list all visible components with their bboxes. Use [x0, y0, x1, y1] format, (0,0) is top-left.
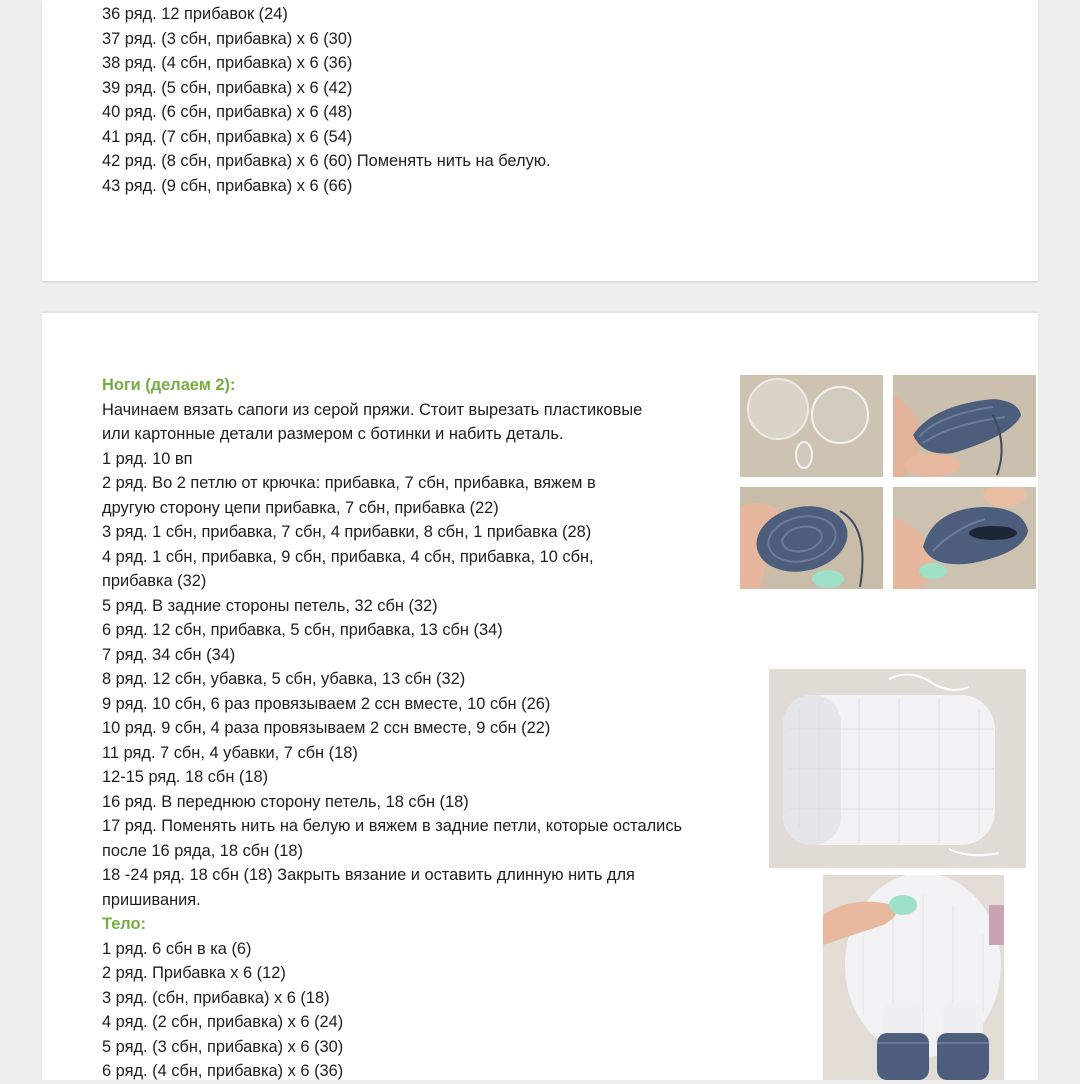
text-line: 39 ряд. (5 сбн, прибавка) х 6 (42): [102, 78, 353, 97]
photo-white-body: [769, 669, 1026, 868]
text-line: 8 ряд. 12 сбн, убавка, 5 сбн, убавка, 13 сбн (32): [102, 670, 466, 688]
photo-boot-side: [893, 375, 1036, 477]
text-line: 3 ряд. 1 сбн, прибавка, 7 сбн, 4 прибавки, 8 сбн, 1 прибавка (28): [102, 523, 592, 541]
legs-heading: Ноги (делаем 2):: [102, 376, 236, 394]
document-page-2: [42, 313, 1038, 1080]
photo-boot-opening: [893, 487, 1036, 589]
text-line: Начинаем вязать сапоги из серой пряжи. Стоит вырезать пластиковые: [102, 400, 643, 419]
photo-plastic-templates: [740, 375, 883, 477]
text-line: пришивания.: [102, 890, 201, 909]
text-line: 43 ряд. (9 сбн, прибавка) х 6 (66): [102, 176, 353, 195]
body-heading: Тело:: [102, 915, 146, 933]
text-line: 10 ряд. 9 сбн, 4 раза провязываем 2 ссн вместе, 9 сбн (22): [102, 719, 551, 737]
photo-boot-sole: [740, 487, 883, 589]
text-line: 5 ряд. В задние стороны петель, 32 сбн (32): [102, 596, 438, 615]
text-line: после 16 ряда, 18 сбн (18): [102, 841, 303, 860]
text-line: 6 ряд. 12 сбн, прибавка, 5 сбн, прибавка, 13 сбн (34): [102, 621, 503, 639]
text-line: 38 ряд. (4 сбн, прибавка) х 6 (36): [102, 54, 353, 72]
text-line: или картонные детали размером с ботинки и набить деталь.: [102, 425, 564, 443]
text-line: прибавка (32): [102, 572, 207, 590]
pattern-instructions: [102, 373, 762, 1084]
text-line: 4 ряд. (2 сбн, прибавка) х 6 (24): [102, 1013, 344, 1031]
document-page-1: [42, 0, 1038, 281]
text-line: 9 ряд. 10 сбн, 6 раз провязываем 2 ссн вместе, 10 сбн (26): [102, 694, 551, 713]
text-line: другую сторону цепи прибавка, 7 сбн, прибавка (22): [102, 498, 499, 517]
text-line: 36 ряд. 12 прибавок (24): [102, 5, 288, 23]
text-line: 37 ряд. (3 сбн, прибавка) х 6 (30): [102, 29, 353, 48]
text-line: 2 ряд. Во 2 петлю от крючка: прибавка, 7 сбн, прибавка, вяжем в: [102, 474, 596, 492]
text-line: 6 ряд. (4 сбн, прибавка) х 6 (36): [102, 1062, 344, 1080]
text-line: 4 ряд. 1 сбн, прибавка, 9 сбн, прибавка, 4 сбн, прибавка, 10 сбн,: [102, 547, 594, 566]
text-line: 5 ряд. (3 сбн, прибавка) х 6 (30): [102, 1037, 344, 1056]
text-line: 41 ряд. (7 сбн, прибавка) х 6 (54): [102, 127, 353, 146]
text-line: 42 ряд. (8 сбн, прибавка) х 6 (60) Поменять нить на белую.: [102, 152, 551, 170]
text-line: 7 ряд. 34 сбн (34): [102, 645, 236, 664]
text-line: 11 ряд. 7 сбн, 4 убавки, 7 сбн (18): [102, 743, 358, 762]
text-line: 1 ряд. 6 сбн в ка (6): [102, 939, 252, 958]
text-line: 18 -24 ряд. 18 сбн (18) Закрыть вязание и оставить длинную нить для: [102, 866, 635, 884]
text-line: 40 ряд. (6 сбн, прибавка) х 6 (48): [102, 103, 353, 121]
text-line: 3 ряд. (сбн, прибавка) х 6 (18): [102, 988, 330, 1007]
rows-list-head: [102, 2, 551, 198]
text-line: 12-15 ряд. 18 сбн (18): [102, 768, 269, 786]
text-line: 17 ряд. Поменять нить на белую и вяжем в задние петли, которые остались: [102, 817, 683, 835]
photo-body-with-legs: [823, 875, 1004, 1080]
text-line: 1 ряд. 10 вп: [102, 449, 193, 468]
text-line: 16 ряд. В переднюю сторону петель, 18 сбн (18): [102, 792, 469, 811]
text-line: 2 ряд. Прибавка х 6 (12): [102, 964, 286, 982]
